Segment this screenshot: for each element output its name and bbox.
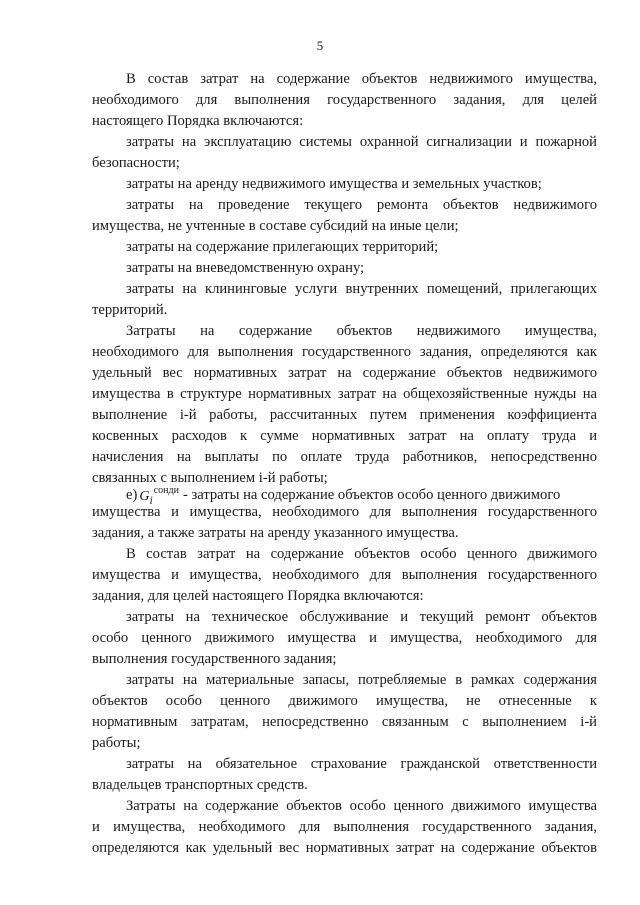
text-line: имущества и имущества, необходимого для выполнения государственного bbox=[92, 504, 597, 520]
text-line: нормативным затратам, непосредственно связанным с выполнением i-й bbox=[92, 714, 597, 730]
text-line: Затраты на содержание объектов недвижимого имущества, bbox=[126, 323, 597, 339]
text-line: затраты на техническое обслуживание и текущий ремонт объектов bbox=[126, 609, 597, 625]
text-line: удельный вес нормативных затрат на содержание объектов недвижимого bbox=[92, 365, 597, 381]
text-line: связанных с выполнением i-й работы; bbox=[92, 470, 328, 486]
text-line: затраты на вневедомственную охрану; bbox=[126, 260, 365, 276]
text-line: имущества, не учтенные в составе субсидий на иные цели; bbox=[92, 218, 459, 234]
text-line: особо ценного движимого имущества и имущества, необходимого для bbox=[92, 630, 597, 646]
formula-description: - затраты на содержание объектов особо ценного движимого bbox=[182, 487, 561, 503]
text-line: В состав затрат на содержание объектов недвижимого имущества, bbox=[126, 71, 597, 87]
text-line: косвенных расходов к сумме нормативных затрат на оплату труда и bbox=[92, 428, 597, 444]
formula-base: G bbox=[139, 489, 150, 504]
text-line: затраты на эксплуатацию системы охранной сигнализации и пожарной bbox=[126, 134, 597, 150]
text-line: затраты на обязательное страхование гражданской ответственности bbox=[126, 756, 597, 772]
text-line: затраты на аренду недвижимого имущества и земельных участков; bbox=[126, 176, 542, 192]
text-line: настоящего Порядка включаются: bbox=[92, 113, 304, 129]
text-line: необходимого для выполнения государственного задания, определяются как bbox=[92, 344, 597, 360]
text-line: выполнение i-й работы, рассчитанных путем применения коэффициента bbox=[92, 407, 597, 423]
text-line: имущества и имущества, необходимого для выполнения государственного bbox=[92, 567, 597, 583]
text-line: определяются как удельный вес нормативных затрат на содержание объектов bbox=[92, 840, 597, 856]
text-line: затраты на проведение текущего ремонта объектов недвижимого bbox=[126, 197, 597, 213]
list-marker: е) bbox=[126, 487, 138, 503]
text-line: затраты на клининговые услуги внутренних помещений, прилегающих bbox=[126, 281, 597, 297]
text-line: владельцев транспортных средств. bbox=[92, 777, 308, 793]
formula-superscript: сонди bbox=[153, 485, 179, 496]
text-line: и имущества, необходимого для выполнения государственного задания, bbox=[92, 819, 597, 835]
text-line: В состав затрат на содержание объектов особо ценного движимого bbox=[126, 546, 597, 562]
text-line: имущества в структуре нормативных затрат на общехозяйственные нужды на bbox=[92, 386, 597, 402]
text-line: объектов особо ценного движимого имущества, не отнесенные к bbox=[92, 693, 597, 709]
text-line: затраты на содержание прилегающих территорий; bbox=[126, 239, 439, 255]
text-line: затраты на материальные запасы, потребляемые в рамках содержания bbox=[126, 672, 597, 688]
text-line: необходимого для выполнения государственного задания, для целей bbox=[92, 92, 597, 108]
text-line: выполнения государственного задания; bbox=[92, 651, 337, 667]
text-line: задания, для целей настоящего Порядка включаются: bbox=[92, 588, 424, 604]
text-line: территорий. bbox=[92, 302, 168, 318]
text-line: безопасности; bbox=[92, 155, 180, 171]
text-line: работы; bbox=[92, 735, 141, 751]
text-line: начисления на выплаты по оплате труда работников, непосредственно bbox=[92, 449, 597, 465]
text-line: Затраты на содержание объектов особо ценного движимого имущества bbox=[126, 798, 597, 814]
page-number: 5 bbox=[316, 38, 324, 53]
text-line: задания, а также затраты на аренду указанного имущества. bbox=[92, 525, 459, 541]
formula-subscript: i bbox=[149, 493, 153, 507]
